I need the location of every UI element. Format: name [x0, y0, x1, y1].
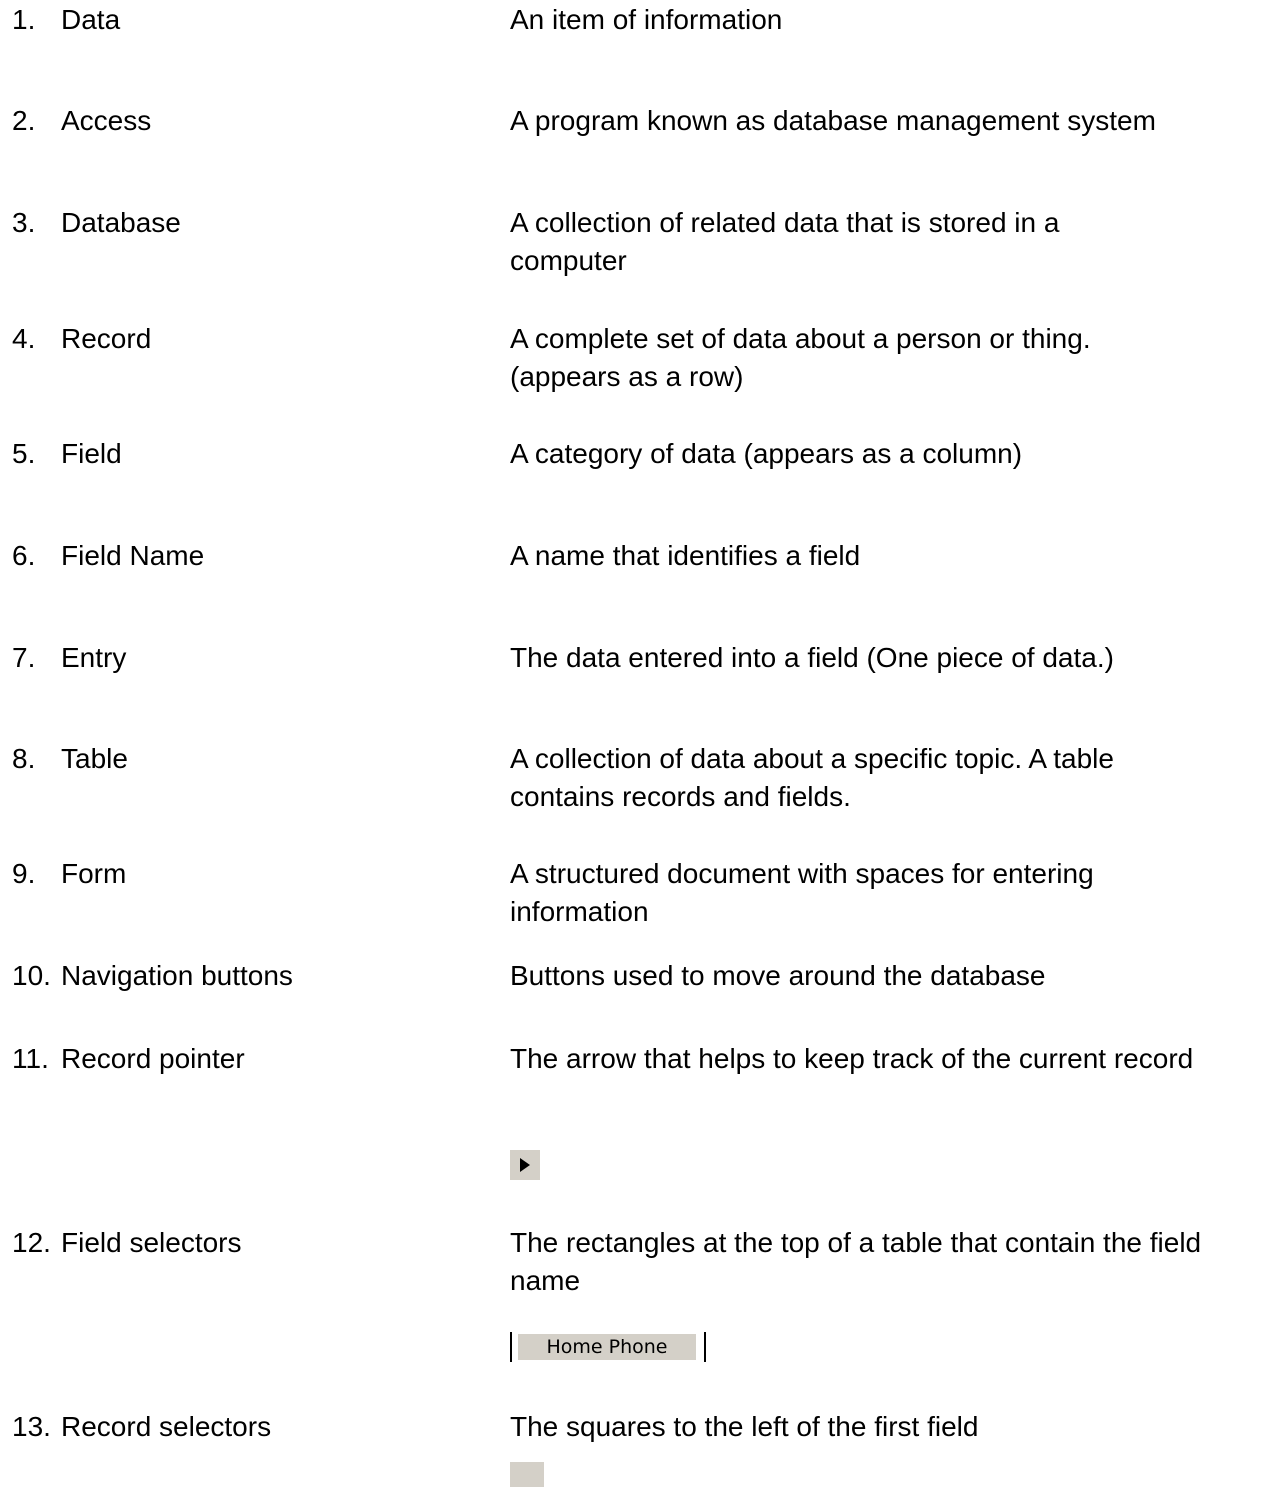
term-field-selectors: Field selectors	[61, 1227, 242, 1258]
term-table: Table	[61, 743, 128, 774]
item-number: 5.	[12, 438, 36, 469]
definition-field-selectors: The rectangles at the top of a table that contain the field name	[510, 1227, 1202, 1296]
record-pointer-sample	[510, 1150, 540, 1180]
item-number: 4.	[12, 323, 36, 354]
item-number: 1.	[12, 4, 36, 35]
item-number: 9.	[12, 858, 36, 889]
item-number: 2.	[12, 105, 36, 136]
item-number: 8.	[12, 743, 36, 774]
item-number: 12.	[12, 1227, 51, 1258]
item-number: 7.	[12, 642, 36, 673]
term-record: Record	[61, 323, 152, 354]
definition-navigation-buttons: Buttons used to move around the database	[510, 960, 1046, 991]
definition-data: An item of information	[510, 4, 783, 35]
item-number: 10.	[12, 960, 51, 991]
field-selector-label: Home Phone	[518, 1334, 696, 1360]
item-number: 3.	[12, 207, 36, 238]
term-form: Form	[61, 858, 127, 889]
field-selector-sample	[510, 1332, 706, 1362]
item-number: 11.	[12, 1043, 49, 1074]
term-data: Data	[61, 4, 121, 35]
term-field-name: Field Name	[61, 540, 205, 571]
definition-database: A collection of related data that is stored in a computer	[510, 207, 1060, 276]
term-access: Access	[61, 105, 152, 136]
term-record-pointer: Record pointer	[61, 1043, 245, 1074]
term-navigation-buttons: Navigation buttons	[61, 960, 293, 991]
term-database: Database	[61, 207, 181, 238]
term-field: Field	[61, 438, 122, 469]
record-pointer-arrow-icon	[520, 1158, 530, 1172]
term-entry: Entry	[61, 642, 127, 673]
record-selector-sample	[510, 1462, 544, 1487]
definition-record-selectors: The squares to the left of the first field	[510, 1411, 979, 1442]
definition-entry: The data entered into a field (One piece of data.)	[510, 642, 1114, 673]
item-number: 13.	[12, 1411, 51, 1442]
definition-field-name: A name that identifies a field	[510, 540, 861, 571]
term-record-selectors: Record selectors	[61, 1411, 272, 1442]
item-number: 6.	[12, 540, 36, 571]
definition-table: A collection of data about a specific topic. A table contains records and fields.	[510, 743, 1114, 812]
definition-record-pointer: The arrow that helps to keep track of the current record	[510, 1043, 1194, 1074]
definition-record: A complete set of data about a person or thing. (appears as a row)	[510, 323, 1091, 392]
definition-access: A program known as database management system	[510, 105, 1156, 136]
definition-form: A structured document with spaces for entering information	[510, 858, 1094, 927]
definition-field: A category of data (appears as a column)	[510, 438, 1023, 469]
